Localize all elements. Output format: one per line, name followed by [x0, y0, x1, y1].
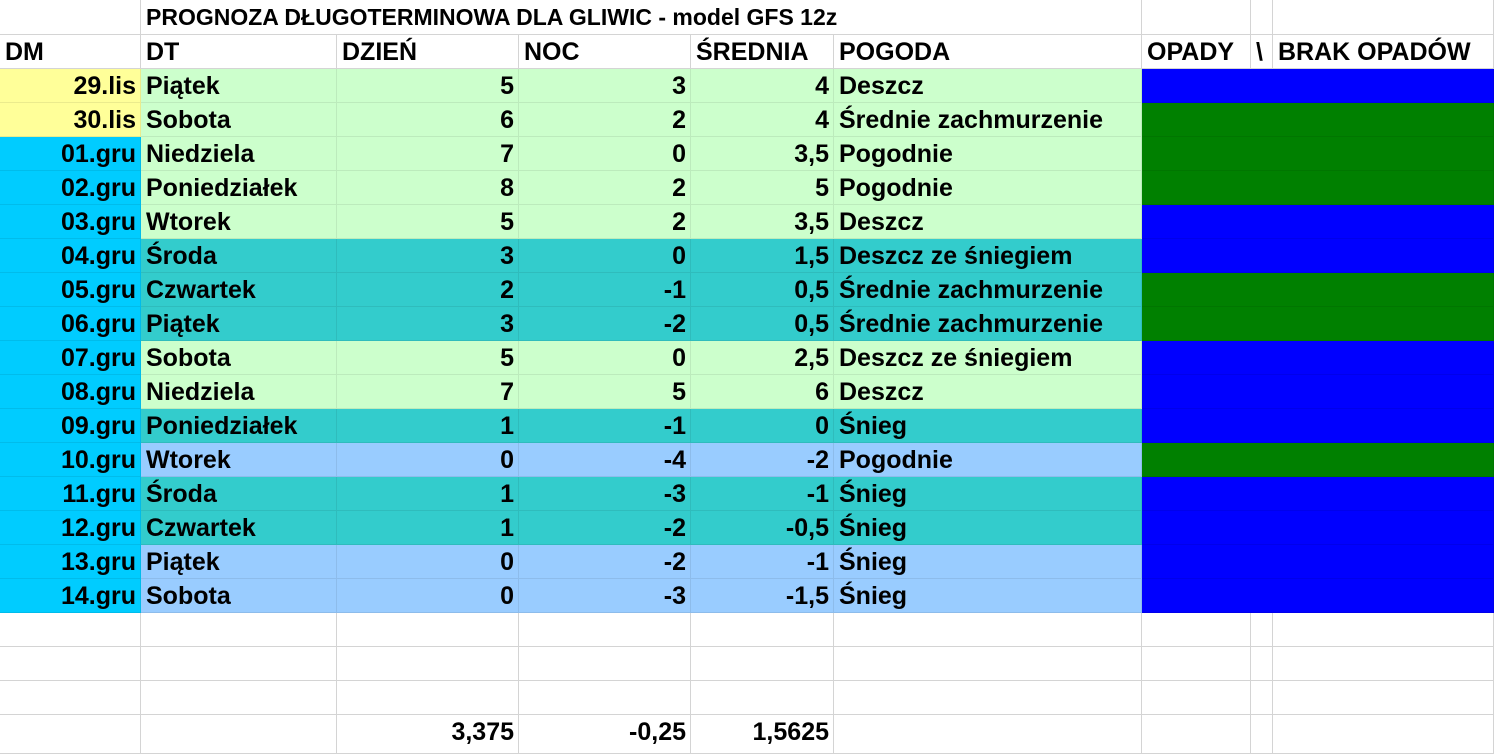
day-temp-cell[interactable]: 2 — [337, 273, 519, 307]
empty-cell[interactable] — [141, 613, 337, 647]
weather-cell[interactable]: Średnie zachmurzenie — [834, 307, 1142, 341]
empty-cell[interactable] — [337, 613, 519, 647]
empty-cell[interactable] — [337, 647, 519, 681]
weather-cell[interactable]: Pogodnie — [834, 171, 1142, 205]
empty-cell[interactable] — [1142, 681, 1251, 715]
weekday-cell[interactable]: Wtorek — [141, 205, 337, 239]
precip-indicator-cell[interactable] — [1142, 273, 1494, 307]
header-dm[interactable]: DM — [0, 35, 141, 69]
night-temp-cell[interactable]: 0 — [519, 341, 691, 375]
header-night[interactable]: NOC — [519, 35, 691, 69]
date-cell[interactable]: 29.lis — [0, 69, 141, 103]
avg-temp-cell[interactable]: 4 — [691, 69, 834, 103]
day-temp-cell[interactable]: 1 — [337, 409, 519, 443]
avg-temp-cell[interactable]: 1,5 — [691, 239, 834, 273]
day-temp-cell[interactable]: 1 — [337, 477, 519, 511]
weather-cell[interactable]: Średnie zachmurzenie — [834, 103, 1142, 137]
precip-indicator-cell[interactable] — [1142, 171, 1494, 205]
night-temp-cell[interactable]: -1 — [519, 273, 691, 307]
avg-temp-cell[interactable]: -1 — [691, 477, 834, 511]
weather-cell[interactable]: Deszcz ze śniegiem — [834, 341, 1142, 375]
weather-cell[interactable]: Deszcz — [834, 205, 1142, 239]
night-temp-cell[interactable]: -3 — [519, 579, 691, 613]
date-cell[interactable]: 10.gru — [0, 443, 141, 477]
empty-cell[interactable] — [141, 647, 337, 681]
weekday-cell[interactable]: Czwartek — [141, 511, 337, 545]
precip-indicator-cell[interactable] — [1142, 443, 1494, 477]
day-temp-cell[interactable]: 7 — [337, 375, 519, 409]
precip-indicator-cell[interactable] — [1142, 511, 1494, 545]
header-day[interactable]: DZIEŃ — [337, 35, 519, 69]
avg-temp-cell[interactable]: -1,5 — [691, 579, 834, 613]
precip-indicator-cell[interactable] — [1142, 307, 1494, 341]
night-temp-cell[interactable]: 0 — [519, 137, 691, 171]
total-night-cell[interactable]: -0,25 — [519, 715, 691, 754]
precip-indicator-cell[interactable] — [1142, 579, 1494, 613]
avg-temp-cell[interactable]: 5 — [691, 171, 834, 205]
day-temp-cell[interactable]: 0 — [337, 579, 519, 613]
weather-cell[interactable]: Deszcz — [834, 69, 1142, 103]
avg-temp-cell[interactable]: -0,5 — [691, 511, 834, 545]
date-cell[interactable]: 08.gru — [0, 375, 141, 409]
weekday-cell[interactable]: Sobota — [141, 341, 337, 375]
weather-cell[interactable]: Śnieg — [834, 579, 1142, 613]
weekday-cell[interactable]: Piątek — [141, 307, 337, 341]
empty-cell[interactable] — [519, 681, 691, 715]
date-cell[interactable]: 05.gru — [0, 273, 141, 307]
date-cell[interactable]: 06.gru — [0, 307, 141, 341]
date-cell[interactable]: 09.gru — [0, 409, 141, 443]
avg-temp-cell[interactable]: 4 — [691, 103, 834, 137]
avg-temp-cell[interactable]: 3,5 — [691, 137, 834, 171]
weekday-cell[interactable]: Czwartek — [141, 273, 337, 307]
precip-indicator-cell[interactable] — [1142, 341, 1494, 375]
header-dt[interactable]: DT — [141, 35, 337, 69]
date-cell[interactable]: 03.gru — [0, 205, 141, 239]
avg-temp-cell[interactable]: 6 — [691, 375, 834, 409]
avg-temp-cell[interactable]: 2,5 — [691, 341, 834, 375]
empty-cell[interactable] — [834, 647, 1142, 681]
empty-cell[interactable] — [1251, 715, 1273, 754]
weather-cell[interactable]: Śnieg — [834, 511, 1142, 545]
empty-cell[interactable] — [1273, 647, 1494, 681]
day-temp-cell[interactable]: 8 — [337, 171, 519, 205]
sheet-title[interactable]: PROGNOZA DŁUGOTERMINOWA DLA GLIWIC - model GFS 12z — [141, 0, 1142, 35]
header-weather[interactable]: POGODA — [834, 35, 1142, 69]
night-temp-cell[interactable]: 2 — [519, 103, 691, 137]
weather-cell[interactable]: Śnieg — [834, 545, 1142, 579]
night-temp-cell[interactable]: -2 — [519, 511, 691, 545]
day-temp-cell[interactable]: 0 — [337, 545, 519, 579]
total-avg-cell[interactable]: 1,5625 — [691, 715, 834, 754]
cell-a1[interactable] — [0, 0, 141, 35]
avg-temp-cell[interactable]: 0,5 — [691, 307, 834, 341]
header-precip[interactable]: OPADY — [1142, 35, 1251, 69]
weather-cell[interactable]: Deszcz ze śniegiem — [834, 239, 1142, 273]
day-temp-cell[interactable]: 0 — [337, 443, 519, 477]
empty-cell[interactable] — [0, 715, 141, 754]
weather-cell[interactable]: Średnie zachmurzenie — [834, 273, 1142, 307]
precip-indicator-cell[interactable] — [1142, 545, 1494, 579]
total-day-cell[interactable]: 3,375 — [337, 715, 519, 754]
weekday-cell[interactable]: Poniedziałek — [141, 171, 337, 205]
empty-cell[interactable] — [141, 681, 337, 715]
avg-temp-cell[interactable]: 3,5 — [691, 205, 834, 239]
date-cell[interactable]: 14.gru — [0, 579, 141, 613]
avg-temp-cell[interactable]: 0 — [691, 409, 834, 443]
empty-cell[interactable] — [1273, 681, 1494, 715]
night-temp-cell[interactable]: 0 — [519, 239, 691, 273]
empty-cell[interactable] — [337, 681, 519, 715]
weekday-cell[interactable]: Wtorek — [141, 443, 337, 477]
weather-cell[interactable]: Pogodnie — [834, 443, 1142, 477]
weekday-cell[interactable]: Środa — [141, 239, 337, 273]
day-temp-cell[interactable]: 6 — [337, 103, 519, 137]
header-separator[interactable]: \ — [1251, 35, 1273, 69]
empty-cell[interactable] — [691, 681, 834, 715]
precip-indicator-cell[interactable] — [1142, 205, 1494, 239]
precip-indicator-cell[interactable] — [1142, 103, 1494, 137]
weekday-cell[interactable]: Niedziela — [141, 137, 337, 171]
weekday-cell[interactable]: Niedziela — [141, 375, 337, 409]
weather-cell[interactable]: Śnieg — [834, 409, 1142, 443]
date-cell[interactable]: 01.gru — [0, 137, 141, 171]
precip-indicator-cell[interactable] — [1142, 477, 1494, 511]
weather-cell[interactable]: Śnieg — [834, 477, 1142, 511]
night-temp-cell[interactable]: 3 — [519, 69, 691, 103]
empty-cell[interactable] — [519, 647, 691, 681]
day-temp-cell[interactable]: 5 — [337, 69, 519, 103]
header-no-precip[interactable]: BRAK OPADÓW — [1273, 35, 1494, 69]
empty-cell[interactable] — [691, 647, 834, 681]
empty-cell[interactable] — [834, 613, 1142, 647]
weekday-cell[interactable]: Poniedziałek — [141, 409, 337, 443]
empty-cell[interactable] — [1251, 647, 1273, 681]
date-cell[interactable]: 02.gru — [0, 171, 141, 205]
empty-cell[interactable] — [1142, 647, 1251, 681]
empty-cell[interactable] — [141, 715, 337, 754]
empty-cell[interactable] — [1142, 715, 1251, 754]
night-temp-cell[interactable]: -2 — [519, 307, 691, 341]
precip-indicator-cell[interactable] — [1142, 375, 1494, 409]
cell-h1[interactable] — [1251, 0, 1273, 35]
day-temp-cell[interactable]: 3 — [337, 239, 519, 273]
precip-indicator-cell[interactable] — [1142, 239, 1494, 273]
night-temp-cell[interactable]: 2 — [519, 171, 691, 205]
avg-temp-cell[interactable]: -1 — [691, 545, 834, 579]
empty-cell[interactable] — [519, 613, 691, 647]
cell-g1[interactable] — [1142, 0, 1251, 35]
day-temp-cell[interactable]: 7 — [337, 137, 519, 171]
weekday-cell[interactable]: Sobota — [141, 103, 337, 137]
night-temp-cell[interactable]: 5 — [519, 375, 691, 409]
day-temp-cell[interactable]: 3 — [337, 307, 519, 341]
night-temp-cell[interactable]: -3 — [519, 477, 691, 511]
day-temp-cell[interactable]: 1 — [337, 511, 519, 545]
empty-cell[interactable] — [1251, 681, 1273, 715]
date-cell[interactable]: 04.gru — [0, 239, 141, 273]
avg-temp-cell[interactable]: 0,5 — [691, 273, 834, 307]
precip-indicator-cell[interactable] — [1142, 137, 1494, 171]
empty-cell[interactable] — [1273, 715, 1494, 754]
date-cell[interactable]: 11.gru — [0, 477, 141, 511]
night-temp-cell[interactable]: -4 — [519, 443, 691, 477]
weather-cell[interactable]: Deszcz — [834, 375, 1142, 409]
weekday-cell[interactable]: Piątek — [141, 545, 337, 579]
empty-cell[interactable] — [0, 613, 141, 647]
weather-cell[interactable]: Pogodnie — [834, 137, 1142, 171]
day-temp-cell[interactable]: 5 — [337, 341, 519, 375]
precip-indicator-cell[interactable] — [1142, 69, 1494, 103]
weekday-cell[interactable]: Środa — [141, 477, 337, 511]
cell-i1[interactable] — [1273, 0, 1494, 35]
night-temp-cell[interactable]: -1 — [519, 409, 691, 443]
empty-cell[interactable] — [1273, 613, 1494, 647]
day-temp-cell[interactable]: 5 — [337, 205, 519, 239]
empty-cell[interactable] — [1142, 613, 1251, 647]
empty-cell[interactable] — [834, 681, 1142, 715]
avg-temp-cell[interactable]: -2 — [691, 443, 834, 477]
precip-indicator-cell[interactable] — [1142, 409, 1494, 443]
empty-cell[interactable] — [0, 647, 141, 681]
header-avg[interactable]: ŚREDNIA — [691, 35, 834, 69]
weekday-cell[interactable]: Piątek — [141, 69, 337, 103]
date-cell[interactable]: 13.gru — [0, 545, 141, 579]
date-cell[interactable]: 30.lis — [0, 103, 141, 137]
date-cell[interactable]: 07.gru — [0, 341, 141, 375]
empty-cell[interactable] — [0, 681, 141, 715]
date-cell[interactable]: 12.gru — [0, 511, 141, 545]
empty-cell[interactable] — [834, 715, 1142, 754]
weekday-cell[interactable]: Sobota — [141, 579, 337, 613]
empty-cell[interactable] — [691, 613, 834, 647]
night-temp-cell[interactable]: 2 — [519, 205, 691, 239]
night-temp-cell[interactable]: -2 — [519, 545, 691, 579]
empty-cell[interactable] — [1251, 613, 1273, 647]
